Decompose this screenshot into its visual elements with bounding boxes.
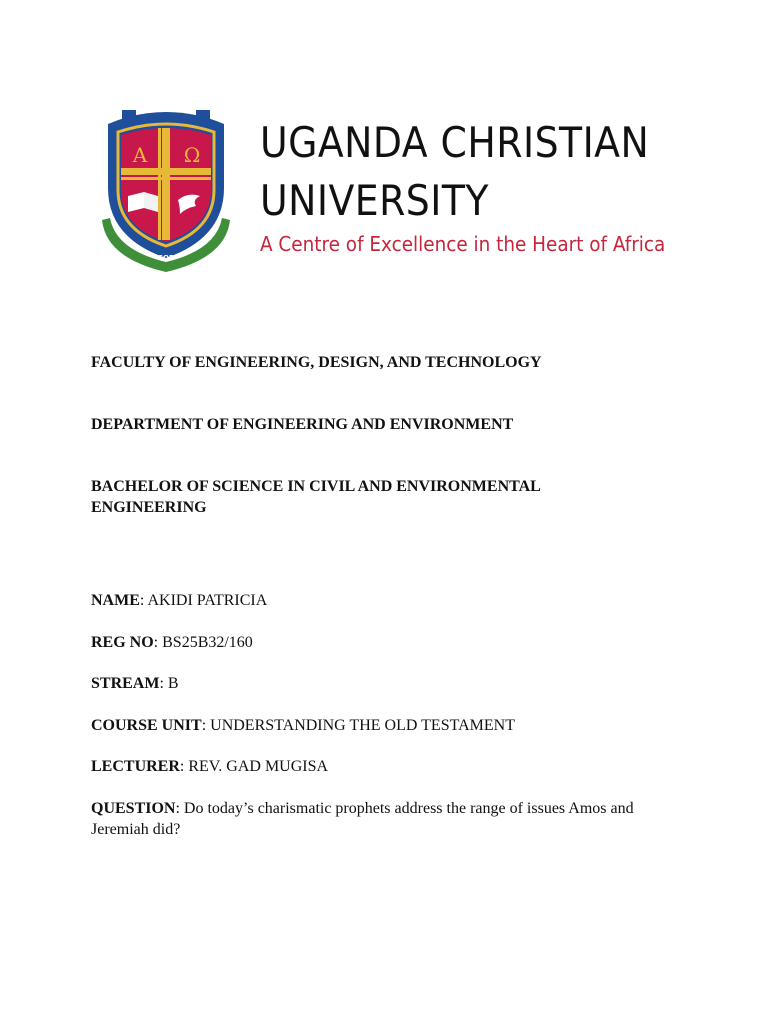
programme-heading: BACHELOR OF SCIENCE IN CIVIL AND ENVIRONMENTAL ENGINEERING (91, 478, 540, 516)
university-name-line1: UGANDA CHRISTIAN (260, 118, 650, 167)
university-name-line2: UNIVERSITY (260, 176, 489, 225)
lecturer-label: LECTURER (91, 758, 180, 775)
question-value: : Do today’s charismatic prophets address the range of issues Amos and Jeremiah did? (91, 800, 634, 838)
faculty-heading: FACULTY OF ENGINEERING, DESIGN, AND TECHNOLOGY (91, 354, 542, 371)
question-field (91, 798, 671, 840)
lecturer-field (91, 756, 681, 777)
reg-no-label: REG NO (91, 634, 154, 651)
university-crest-icon (96, 108, 236, 276)
university-header (96, 108, 696, 278)
crest-omega: Ω (183, 143, 201, 167)
reg-no-field (91, 632, 681, 653)
stream-field (91, 673, 681, 694)
name-value: : AKIDI PATRICIA (139, 592, 268, 609)
university-name (260, 114, 649, 230)
university-motto: A Centre of Excellence in the Heart of Africa (260, 232, 666, 256)
name-label: NAME (91, 592, 140, 609)
reg-no-value: : BS25B32/160 (153, 634, 253, 651)
lecturer-value: : REV. GAD MUGISA (179, 758, 329, 775)
question-label: QUESTION (91, 800, 176, 817)
crest-banner-text: GOD (157, 254, 175, 262)
crest-alpha: A (132, 143, 148, 167)
course-unit-value: : UNDERSTANDING THE OLD TESTAMENT (201, 717, 515, 734)
department-heading: DEPARTMENT OF ENGINEERING AND ENVIRONMENT (91, 416, 514, 433)
stream-label: STREAM (91, 675, 160, 692)
course-unit-label: COURSE UNIT (91, 717, 202, 734)
stream-value: : B (159, 675, 179, 692)
course-unit-field (91, 715, 681, 736)
name-field (91, 590, 681, 611)
